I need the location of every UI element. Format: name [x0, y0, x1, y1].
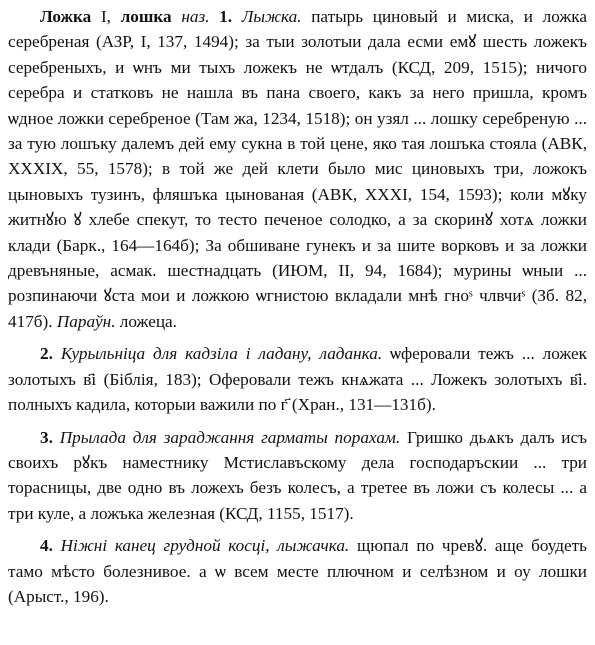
sense-citations: ѡферовали тежъ ... ложек золотыхъ в҃і (Біблія, 183); Оферовали тежъ кнѧжата ... Ложекъ золотыхъ в҃і. полныхъ кадила, которыи важили по г҃ (Хран., 131—131б). [8, 344, 588, 415]
sense-definition: Прылада для зараджання гарматы порахам. [59, 427, 401, 447]
sense-1: Ложка I, лошка наз. 1. Лыжка. патырь циновый и миска, и ложка серебреная (АЗР, I, 137, 1494); за тыи золотыи дала есми емꙋ шесть ложекъ серебреныхъ, и ѡнъ ми тыхъ ложекъ не ѡтдалъ (КСД, 209, 1515); ничого серебра и статковъ не нашла въ пана своего, какъ за него пришла, кромъ ѡдное ложки серебреное (Там жа, 1234, 1518); он узял ... лошку серебреную ... за тую лошъку далемъ дей ему сукна в той цене, яко тая лошъка стояла (АВК, XXXIX, 55, 1578); в той же дей клети было мис циновыхъ три, ложокъ цыновыхъ тузинъ, фляшъка цынованая (АВК, XXXI, 154, 1593); коли мꙋку житнꙋю ꙋ хлебе спекут, то тесто печеное солодко, а за скоринꙋ хотѧ ложки клади (Барк., 164—164б); За обшиване гунекъ и за шите ворковъ и за ложки древъняные, асмак. шестнадцать (ИЮМ, II, 94, 1684); мурины ѡныи ... розпинаючи ꙋста мои и ложкою ѡгнистою вкладали мнѣ гноˢ члвчиˢ (Зб. 82, 417б). Параўн. ложеца. [8, 7, 587, 331]
sense-definition: Курыльніца для кадзіла і ладану, ладанка. [60, 344, 383, 364]
sense-definition: Лыжка. [241, 7, 302, 26]
sense-citations: патырь циновый и миска, и ложка серебреная (АЗР, I, 137, 1494); за тыи золотыи дала есми емꙋ шесть ложекъ серебреныхъ, и ѡнъ ми тыхъ ложекъ не ѡтдалъ (КСД, 209, 1515); ничого серебра и статковъ не нашла въ пана своего, какъ за него пришла, кромъ ѡдное ложки серебреное (Там жа, 1234, 1518); он узял ... лошку серебреную ... за тую лошъку далемъ дей ему сукна в той цене, яко тая лошъка стояла (АВК, XXXIX, 55, 1578); в той же дей клети было мис циновыхъ три, ложокъ цыновыхъ тузинъ, фляшъка цынованая (АВК, XXXI, 154, 1593); коли мꙋку житнꙋю ꙋ хлебе спекут, то тесто печеное солодко, а за скоринꙋ хотѧ ложки клади (Барк., 164—164б); За обшиване гунекъ и за шите ворковъ и за ложки древъняные, асмак. шестнадцать (ИЮМ, II, 94, 1684); мурины ѡныи ... розпинаючи ꙋста мои и ложкою ѡгнистою вкладали мнѣ гноˢ члвчиˢ (Зб. 82, 417б). [8, 7, 587, 331]
homonym-number: I [100, 7, 107, 26]
part-of-speech: наз. [181, 7, 210, 26]
compare-text: ложеца. [119, 311, 177, 331]
sense-number: 4. [40, 536, 53, 556]
sense-4 [8, 533, 587, 609]
variant-form: лошка [120, 7, 172, 26]
sense-definition: Ніжні канец грудной косці, лыжачка. [60, 536, 350, 556]
sense-number: 3. [40, 427, 53, 447]
compare-label: Параўн. [56, 311, 116, 331]
sense-3 [8, 425, 587, 527]
headword: Ложка [40, 7, 92, 26]
sense-2 [8, 341, 587, 417]
sense-citations: щюпал по чревꙋ. аще боудеть тамо мѣсто болезнивое. а ѡ всем месте плючном и селѣзном и оу лошки (Арыст., 196). [8, 536, 588, 606]
sense-number: 2. [40, 344, 53, 364]
sense-citations: Гришко дьѧкъ далъ исъ своихъ рꙋкъ наместнику Мстиславъскому дела господаръскии ... три торасницы, две одно въ ложехъ безъ колесъ, а третее въ ложи съ колесы ... а три куле, а ложъка железная (КСД, 1155, 1517). [8, 427, 588, 523]
sense-number: 1. [219, 7, 233, 26]
